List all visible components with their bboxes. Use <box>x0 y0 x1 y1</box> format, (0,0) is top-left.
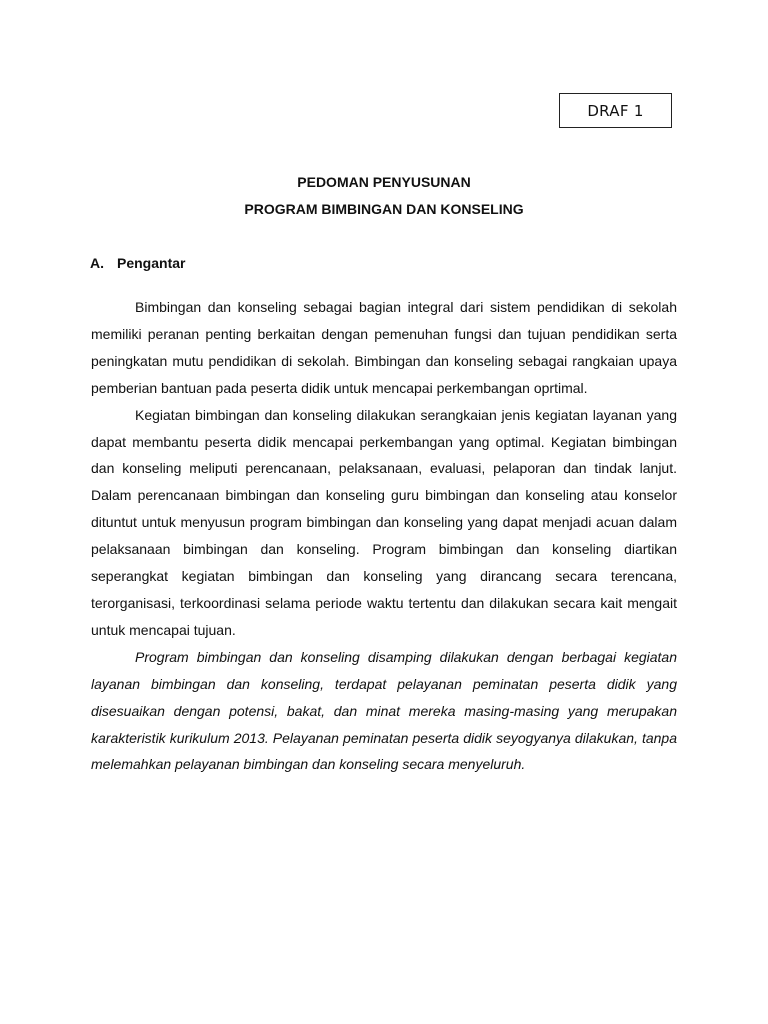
section-heading <box>90 255 185 271</box>
draft-label-box <box>559 93 672 128</box>
body-text <box>91 294 677 778</box>
section-letter: A. <box>90 255 104 271</box>
document-title-line2: PROGRAM BIMBINGAN DAN KONSELING <box>244 201 524 217</box>
paragraph-1: Bimbingan dan konseling sebagai bagian integral dari sistem pendidikan di sekolah memiliki peranan penting berkaitan dengan pemenuhan fungsi dan tujuan pendidikan serta peningkatan mutu pendidikan di sekolah. Bimbingan dan konseling sebagai rangkaian upaya pemberian bantuan pada peserta didik untuk mencapai perkembangan oprtimal. <box>91 299 677 396</box>
paragraph-3: Program bimbingan dan konseling disamping dilakukan dengan berbagai kegiatan layanan bimbingan dan konseling, terdapat pelayanan peminatan peserta didik yang disesuaikan dengan potensi, bakat, dan minat mereka masing-masing yang merupakan karakteristik kurikulum 2013. Pelayanan peminatan peserta didik seyogyanya dilakukan, tanpa melemahkan pelayanan bimbingan dan konseling secara menyeluruh. <box>91 648 677 773</box>
document-title-line1: PEDOMAN PENYUSUNAN <box>297 174 471 190</box>
section-title: Pengantar <box>117 255 186 271</box>
draft-label: DRAF 1 <box>587 101 644 120</box>
paragraph-2: Kegiatan bimbingan dan konseling dilakukan serangkaian jenis kegiatan layanan yang dapat membantu peserta didik mencapai perkembangan yang optimal. Kegiatan bimbingan dan konseling meliputi perencanaan, pelaksanaan, evaluasi, pelaporan dan tindak lanjut. Dalam perencanaan bimbingan dan konseling guru bimbingan dan konseling atau konselor dituntut untuk menyusun program bimbingan dan konseling yang dapat menjadi acuan dalam pelaksanaan bimbingan dan konseling. Program bimbingan dan konseling diartikan seperangkat kegiatan bimbingan dan konseling yang dirancang secara terencana, terorganisasi, terkoordinasi selama periode waktu tertentu dan dilakukan secara kait mengait untuk mencapai tujuan. <box>91 406 677 638</box>
